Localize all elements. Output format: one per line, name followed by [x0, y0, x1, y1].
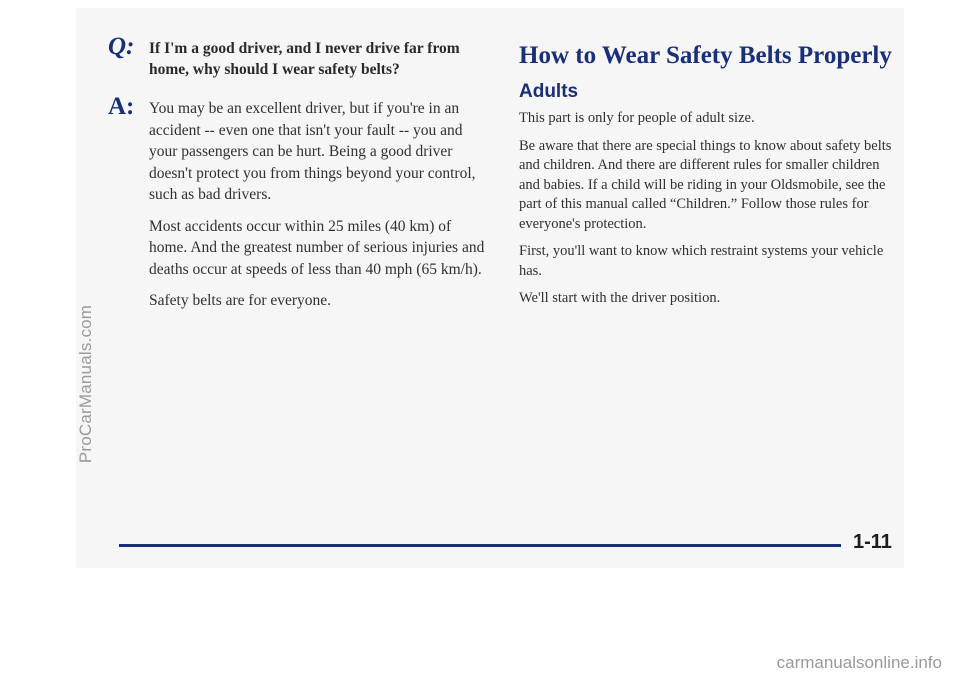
section-title: How to Wear Safety Belts Properly — [519, 42, 892, 69]
answer-marker: A: — [108, 93, 135, 120]
section-paragraph-3: First, you'll want to know which restraint systems your vehicle has. — [519, 243, 884, 279]
section-paragraph-4: We'll start with the driver position. — [519, 290, 721, 306]
answer-paragraph-1: You may be an excellent driver, but if you're in an accident -- even one that isn't your fault -- you and your passengers can be hurt. Being a good driver doesn't protect you from things beyond your control, such as bad drivers. — [149, 100, 476, 203]
manual-page — [76, 8, 904, 568]
question-marker: Q: — [108, 33, 135, 60]
section-subtitle: Adults — [519, 81, 579, 102]
qa-column — [76, 33, 486, 312]
footer-rule — [119, 544, 841, 547]
section-paragraph-1: This part is only for people of adult size. — [519, 110, 755, 126]
page-number: 1-11 — [853, 531, 892, 553]
question-block — [108, 33, 486, 80]
side-watermark: ProCarManuals.com — [76, 304, 95, 464]
question-text: If I'm a good driver, and I never drive far from home, why should I wear safety belts? — [149, 40, 460, 78]
answer-paragraph-3: Safety belts are for everyone. — [149, 292, 332, 309]
answer-block — [108, 93, 486, 312]
section-column — [519, 41, 899, 317]
answer-paragraph-2: Most accidents occur within 25 miles (40 km) of home. And the greatest number of serious injuries and deaths occur at speeds of less than 40 mph (65 km/h). — [149, 217, 485, 278]
section-paragraph-2: Be aware that there are special things to know about safety belts and children. And there are different rules for smaller children and babies. If a child will be riding in your Oldsmobile, see the part of this manual called “Children.” Follow those rules for everyone's protection. — [519, 137, 892, 232]
bottom-watermark[interactable]: carmanualsonline.info — [776, 653, 942, 672]
